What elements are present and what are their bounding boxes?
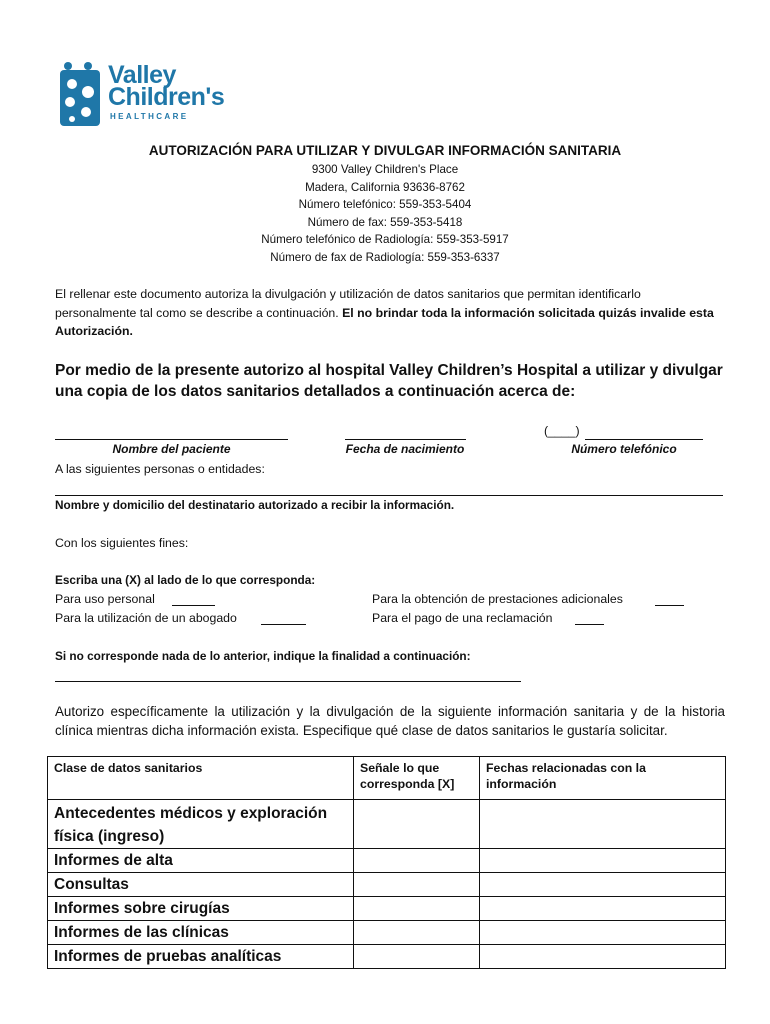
- dates-cell[interactable]: [480, 921, 726, 945]
- purpose-benefits-label: Para la obtención de prestaciones adicionales: [372, 592, 623, 606]
- intro-warning: El no brindar toda la información solicitada quizás invalide esta Autorización.: [55, 305, 714, 338]
- table-row: [48, 849, 726, 873]
- header-dates: Fechas relacionadas con la información: [480, 757, 726, 800]
- purpose-attorney-label: Para la utilización de un abogado: [55, 611, 237, 625]
- row-label: Consultas: [48, 873, 354, 897]
- giraffe-icon: [58, 62, 106, 128]
- table-row: [48, 897, 726, 921]
- dates-cell[interactable]: [480, 897, 726, 921]
- recipient-field[interactable]: [55, 481, 723, 496]
- logo-name-line1: Valley: [108, 61, 176, 89]
- mark-cell[interactable]: [354, 800, 480, 849]
- header-data-class: Clase de datos sanitarios: [48, 757, 354, 800]
- phone-area-code: (____): [544, 424, 580, 438]
- row-label: Informes de alta: [48, 849, 354, 873]
- address-line: Número telefónico de Radiología: 559-353-5917: [261, 233, 509, 246]
- address-line: Madera, California 93636-8762: [305, 180, 465, 194]
- purpose-benefits-mark[interactable]: [655, 592, 684, 606]
- table-row: [48, 800, 726, 849]
- row-label: Informes de pruebas analíticas: [48, 945, 354, 969]
- purpose-claim-label: Para el pago de una reclamación: [372, 611, 553, 625]
- purpose-personal-mark[interactable]: [172, 592, 215, 606]
- table-row: [48, 945, 726, 969]
- valley-childrens-logo: [58, 62, 238, 132]
- dob-label: Fecha de nacimiento: [345, 442, 465, 456]
- header-mark: Señale lo que corresponda [X]: [354, 757, 480, 800]
- dob-field[interactable]: [345, 425, 466, 440]
- recipient-caption: Nombre y domicilio del destinatario autorizado a recibir la información.: [55, 498, 455, 512]
- purposes-label: Con los siguientes fines:: [55, 536, 189, 550]
- mark-cell[interactable]: [354, 945, 480, 969]
- table-row: [48, 921, 726, 945]
- patient-name-label: Nombre del paciente: [112, 442, 231, 456]
- recipients-label: A las siguientes personas o entidades:: [55, 462, 265, 476]
- address-line: Número telefónico: 559-353-5404: [298, 198, 472, 211]
- phone-field[interactable]: [585, 425, 703, 440]
- specific-authorization-text: Autorizo específicamente la utilización y la divulgación de la siguiente información sanitaria y de la historia clínica mientras dicha información exista. Especifique qué clase de datos sanitarios le gustaría solicitar.: [55, 704, 725, 738]
- phone-label: Número telefónico: [571, 442, 677, 456]
- dates-cell[interactable]: [480, 849, 726, 873]
- mark-instruction: Escriba una (X) al lado de lo que corresponda:: [55, 573, 316, 587]
- dates-cell[interactable]: [480, 945, 726, 969]
- other-purpose-label: Si no corresponde nada de lo anterior, indique la finalidad a continuación:: [55, 649, 471, 663]
- table-row: [48, 873, 726, 897]
- authorization-heading: Por medio de la presente autorizo al hospital Valley Children’s Hospital a utilizar y divulgar una copia de los datos sanitarios detallados a continuación acerca de:: [55, 362, 723, 400]
- mark-cell[interactable]: [354, 921, 480, 945]
- mark-cell[interactable]: [354, 873, 480, 897]
- table-header-row: [48, 757, 726, 800]
- purpose-claim-mark[interactable]: [575, 611, 604, 625]
- logo-name-line2: Children's: [108, 83, 225, 111]
- health-data-table: [47, 756, 726, 969]
- address-line: 9300 Valley Children's Place: [311, 163, 459, 176]
- purpose-personal-label: Para uso personal: [55, 592, 155, 606]
- row-label: Antecedentes médicos y exploración física (ingreso): [48, 800, 354, 849]
- row-label: Informes de las clínicas: [48, 921, 354, 945]
- dates-cell[interactable]: [480, 873, 726, 897]
- logo-tagline: HEALTHCARE: [110, 112, 189, 121]
- row-label: Informes sobre cirugías: [48, 897, 354, 921]
- address-line: Número de fax de Radiología: 559-353-6337: [270, 250, 500, 264]
- intro-paragraph: [55, 285, 725, 341]
- dates-cell[interactable]: [480, 800, 726, 849]
- address-line: Número de fax: 559-353-5418: [307, 215, 463, 229]
- patient-name-field[interactable]: [55, 425, 288, 440]
- mark-cell[interactable]: [354, 849, 480, 873]
- mark-cell[interactable]: [354, 897, 480, 921]
- purpose-attorney-mark[interactable]: [261, 611, 306, 625]
- intro-text: El rellenar este documento autoriza la divulgación y utilización de datos sanitarios que permitan identificarlo personalmente tal como se describe a continuación.: [55, 287, 641, 320]
- address-block: [0, 161, 770, 266]
- other-purpose-field[interactable]: [55, 667, 521, 682]
- document-title: AUTORIZACIÓN PARA UTILIZAR Y DIVULGAR INFORMACIÓN SANITARIA: [148, 143, 622, 158]
